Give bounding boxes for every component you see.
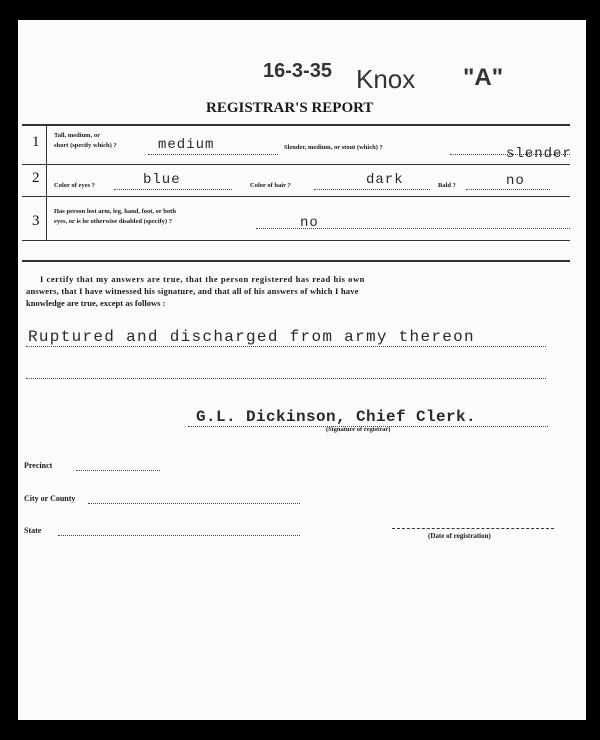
registrar-signature: G.L. Dickinson, Chief Clerk.	[196, 408, 477, 426]
number-column-line	[46, 124, 47, 240]
table-top-line	[22, 124, 570, 126]
city-county-label: City or County	[24, 494, 76, 503]
height-underline	[148, 154, 278, 155]
eyes-label: Color of eyes ?	[54, 182, 95, 189]
bald-underline	[466, 189, 550, 190]
precinct-line	[76, 470, 160, 471]
row3-number: 3	[32, 213, 40, 229]
height-label-line2: short (specify which) ?	[54, 142, 117, 149]
disability-underline	[256, 228, 570, 229]
remark-underline-2	[26, 378, 546, 379]
precinct-label: Precinct	[24, 461, 53, 470]
certify-line3: knowledge are true, except as follows :	[26, 298, 166, 308]
row2-number: 2	[32, 170, 40, 186]
build-value: slender	[506, 146, 572, 162]
date-line	[392, 528, 554, 529]
city-county-line	[88, 503, 300, 504]
table-bottom-line	[22, 260, 570, 262]
height-value: medium	[158, 137, 215, 153]
hair-label: Color of hair ?	[250, 182, 291, 189]
disability-label-line2: eyes, or is he otherwise disabled (specify) ?	[54, 218, 172, 225]
hair-underline	[314, 189, 430, 190]
certify-line2: answers, that I have witnessed his signature, and that all of his answers of which I have	[26, 286, 359, 296]
remark-text: Ruptured and discharged from army thereon	[28, 328, 475, 346]
signature-caption: (Signature of registrar)	[326, 426, 391, 433]
bald-label: Bald ?	[438, 182, 456, 189]
state-line	[58, 535, 300, 536]
registration-card	[18, 20, 586, 720]
bald-value: no	[506, 173, 525, 189]
row2-bottom-line	[22, 196, 570, 197]
certify-line1: I certify that my answers are true, that the person registered has read his own	[40, 274, 365, 284]
stamp-number: 16-3-35	[263, 60, 332, 82]
disability-label-line1: Has person lost arm, leg, hand, foot, or both	[54, 208, 176, 215]
stamp-letter: "A"	[463, 64, 504, 91]
height-label-line1: Tall, medium, or	[54, 132, 100, 139]
eyes-underline	[114, 189, 232, 190]
page-title: REGISTRAR'S REPORT	[206, 100, 374, 116]
stamp-county: Knox	[356, 64, 416, 94]
state-label: State	[24, 526, 42, 535]
hair-value: dark	[366, 172, 404, 188]
row1-bottom-line	[22, 164, 570, 165]
build-label: Slender, medium, or stout (which) ?	[284, 144, 383, 151]
eyes-value: blue	[143, 172, 181, 188]
row1-number: 1	[32, 134, 40, 150]
disability-value: no	[300, 215, 319, 231]
row3-bottom-line	[22, 240, 570, 241]
remark-underline-1	[26, 346, 546, 347]
date-caption: (Date of registration)	[428, 532, 491, 540]
